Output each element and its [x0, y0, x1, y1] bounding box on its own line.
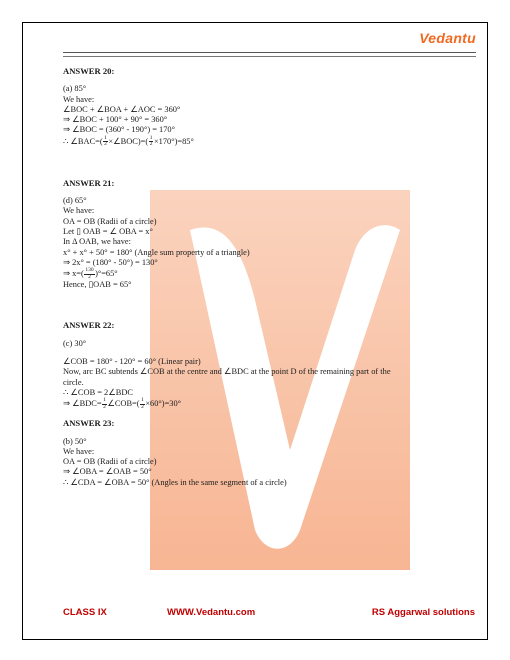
text-part: ×170°)=85°	[153, 136, 194, 146]
answer-21-result	[63, 268, 453, 280]
answer-21-line: ⇒ 2x° = (180° - 50°) = 130°	[63, 257, 158, 267]
answer-20-line: We have:	[63, 94, 95, 104]
fraction-numerator: 1	[103, 397, 106, 404]
answer-20-heading: ANSWER 20:	[63, 66, 115, 76]
header-rule	[63, 52, 476, 53]
answer-23-line: ⇒ ∠OBA = ∠OAB = 50°	[63, 467, 152, 477]
fraction-denominator: 2	[103, 403, 106, 410]
answer-21-line: In Δ OAB, we have:	[63, 237, 131, 247]
answer-21-line: OA = OB (Radii of a circle)	[63, 216, 157, 226]
answer-23-line: OA = OB (Radii of a circle)	[63, 457, 157, 467]
answer-23-option: (b) 50°	[63, 436, 87, 446]
answer-22-line: ∠COB = 180° - 120° = 60° (Linear pair)	[63, 357, 201, 367]
fraction	[84, 268, 94, 280]
answer-20-line: ⇒ ∠BOC + 100° + 90° = 360°	[63, 115, 168, 125]
fraction-denominator: 2	[88, 273, 91, 280]
answer-22-option: (c) 30°	[63, 338, 87, 348]
text-part: )°=65°	[95, 269, 118, 279]
text-part: ∠COB=(	[107, 399, 140, 409]
answer-21-line: We have:	[63, 206, 95, 216]
text-part: ×∠BOC)=(	[108, 136, 149, 146]
answers-content	[63, 66, 453, 488]
answer-23-line: ∴ ∠CDA = ∠OBA = 50° (Angles in the same segment of a circle)	[63, 477, 287, 487]
footer-class: CLASS IX	[63, 607, 107, 618]
text-part: ⇒ x=(	[63, 269, 84, 279]
fraction-numerator: 1	[149, 134, 153, 141]
answer-20-option: (a) 85°	[63, 84, 87, 94]
fraction-denominator: 2	[149, 141, 153, 148]
fraction-denominator: 2	[141, 403, 144, 410]
answer-21-heading: ANSWER 21:	[63, 177, 115, 188]
text-part: ∴ ∠BAC=(	[63, 136, 103, 146]
fraction	[149, 136, 154, 148]
vedantu-logo: Vedantu	[419, 30, 476, 46]
answer-22-line: Now, arc BC subtends ∠COB at the centre and ∠BDC at the point D of the remaining part of the	[63, 367, 391, 377]
answer-20-result	[63, 136, 453, 148]
footer-website: WWW.Vedantu.com	[167, 607, 256, 618]
answer-20-line: ⇒ ∠BOC = (360° - 190°) = 170°	[63, 125, 175, 135]
text-part: ⇒ ∠BDC=	[63, 399, 102, 409]
answer-22-result	[63, 398, 453, 410]
fraction-numerator: 1	[141, 397, 144, 404]
answer-20-line: ∠BOC + ∠BOA + ∠AOC = 360°	[63, 104, 181, 114]
footer-book: RS Aggarwal solutions	[371, 607, 475, 618]
answer-22-line: circle.	[63, 377, 84, 387]
answer-22-heading: ANSWER 22:	[63, 320, 115, 331]
answer-21-line: x° + x° + 50° = 180° (Angle sum property of a triangle)	[63, 247, 250, 257]
text-part: ×60°)=30°	[145, 399, 182, 409]
answer-21-option: (d) 65°	[63, 196, 87, 206]
answer-22-line: ∴ ∠COB = 2∠BDC	[63, 387, 133, 397]
answer-23-heading: ANSWER 23:	[63, 418, 115, 429]
header-rule-thin	[63, 56, 476, 57]
fraction-numerator: 130	[85, 267, 94, 274]
answer-21-line: Hence, ▯OAB = 65°	[63, 280, 132, 290]
answer-23-line: We have:	[63, 446, 95, 456]
fraction-denominator: 2	[104, 141, 107, 148]
fraction-numerator: 1	[104, 134, 107, 141]
answer-21-line: Let ▯ OAB = ∠ OBA = x°	[63, 226, 153, 236]
